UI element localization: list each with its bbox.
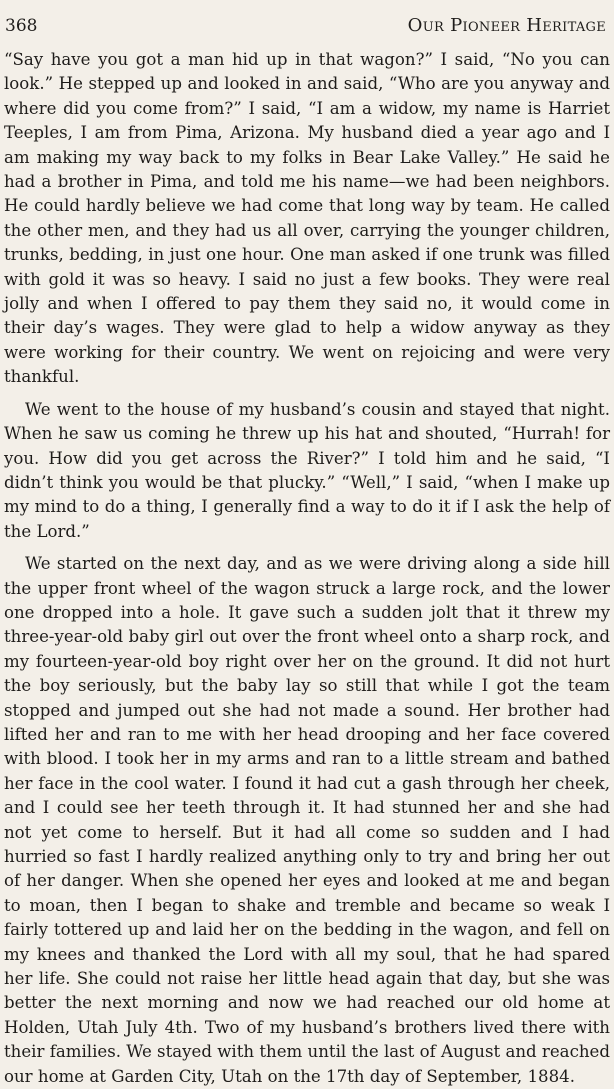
paragraph-wagon-accident: We started on the next day, and as we were driving along a side hill the upper front wheel of the wagon struck a large rock, and the lower one dropped into a hole. It gave such a sudden jolt that it threw my three-year-old baby girl out over the front wheel onto a sharp rock, and my fourteen-year-old boy right over her on the ground. It did not hurt the boy seriously, but the baby lay so still that while I got the team stopped and jumped out she had not made a sound. Her brother had lifted her and ran to me with her head drooping and her face covered with blood. I took her in my arms and ran to a little stream and bathed her face in the cool water. I found it had cut a gash through her cheek, and I could see her teeth through it. It had stunned her and she had not yet come to herself. But it had all come so sudden and I had hurried so fast I hardly realized anything only to try and bring her out of her danger. When she opened her eyes and looked at me and began to moan, then I began to shake and tremble and became so weak I fairly tottered up and laid her on the bedding in the wagon, and fell on my knees and thanked the Lord with all my soul, that he had spared her life. She could not raise her little head again that day, but she was better the next morning and now we had reached our old home at Holden, Utah July 4th. Two of my husband’s brothers lived there with their families. We stayed with them until the last of August and reached our home at Garden City, Utah on the 17th day of September, 1884. [4, 554, 610, 1086]
book-title: Our Pioneer Heritage [407, 15, 606, 36]
page-number: 368 [5, 16, 38, 36]
body-text [4, 48, 610, 1089]
paragraph-cousin-visit: We went to the house of my husband’s cousin and stayed that night. When he saw us coming he threw up his hat and shouted, “Hurrah! for you. How did you get across the River?” I told him and he said, “I didn’t think you would be that plucky.” “Well,” I said, “when I make up my mind to do a thing, I generally find a way to do it if I ask the help of the Lord.” [4, 399, 610, 541]
running-head [5, 14, 606, 38]
paragraph-continuation: “Say have you got a man hid up in that wagon?” I said, “No you can look.” He stepped up and looked in and said, “Who are you anyway and where did you come from?” I said, “I am a widow, my name is Harriet Teeples, I am from Pima, Arizona. My husband died a year ago and I am making my way back to my folks in Bear Lake Valley.” He said he had a brother in Pima, and told me his name—we had been neighbors. He could hardly believe we had come that long way by team. He called the other men, and they had us all over, carrying the younger children, trunks, bedding, in just one hour. One man asked if one trunk was filled with gold it was so heavy. I said no just a few books. They were real jolly and when I offered to pay them they said no, it would come in their day’s wages. They were glad to help a widow anyway as they were working for their country. We went on rejoicing and were very thankful. [4, 50, 610, 387]
